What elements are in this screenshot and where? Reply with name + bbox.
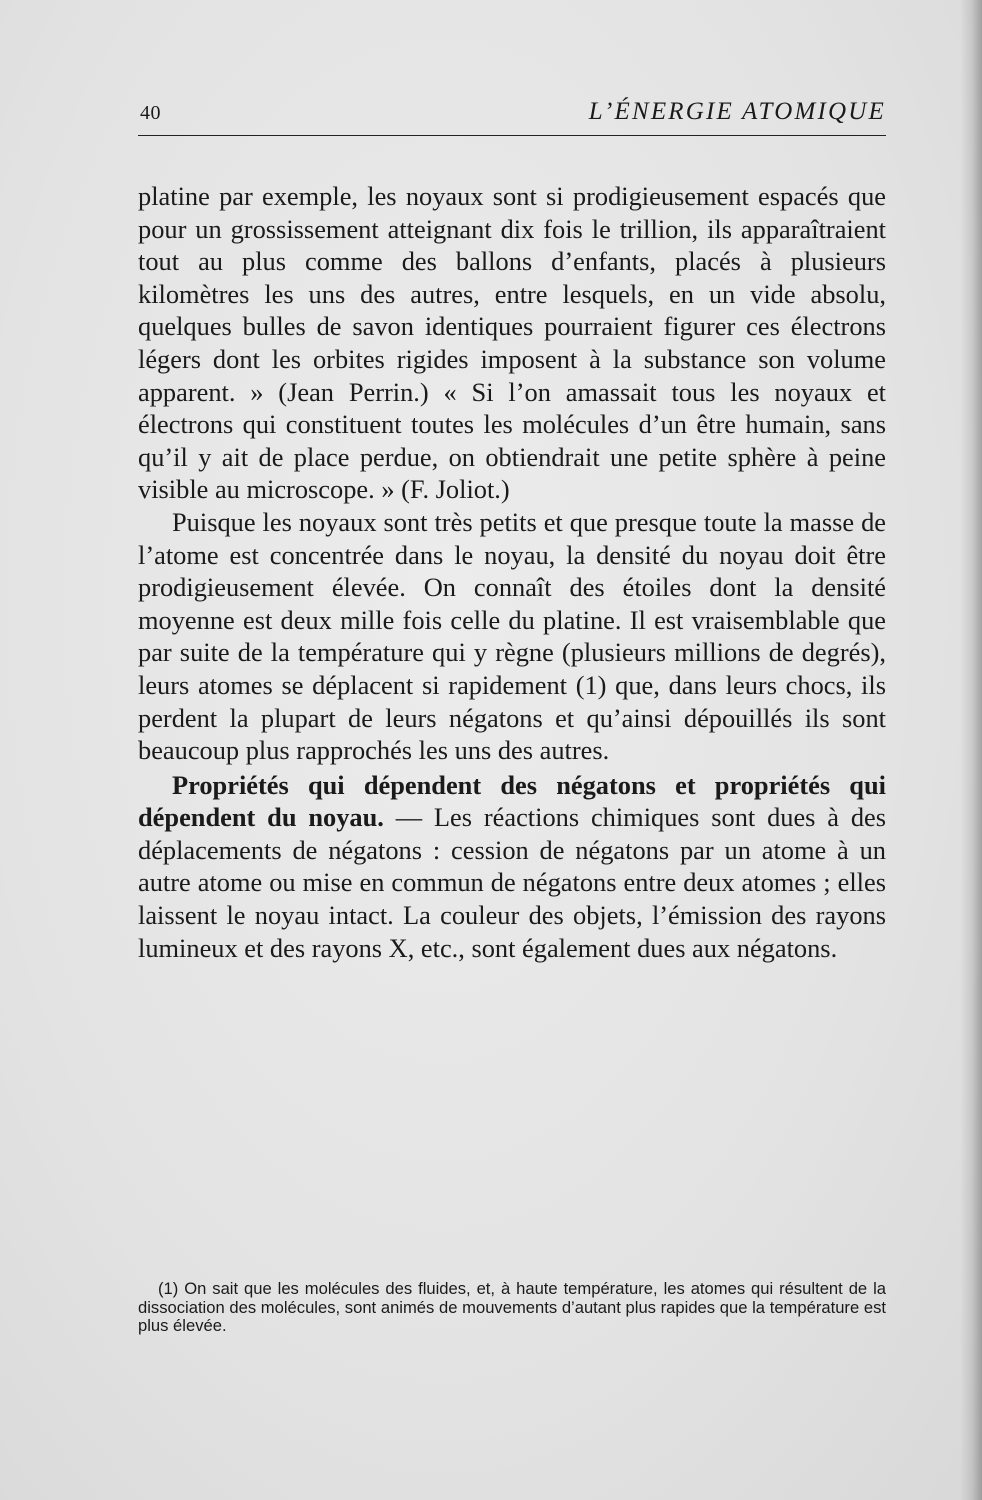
page-number: 40 — [140, 102, 161, 124]
section-text: — Les réactions chimiques sont dues à des déplacements de négatons : cession de négatons par un atome à un autre atome ou mise en commun de négatons entre deux atomes ; elles laissent le noyau intact. La couleur des objets, l’émission des rayons lumineux et des rayons X, etc., sont également dues aux négatons. — [138, 802, 887, 963]
header-rule — [138, 135, 886, 136]
paragraph-properties — [138, 769, 886, 965]
footnotes — [138, 1280, 886, 1336]
page-header — [138, 98, 886, 132]
body-text — [138, 180, 886, 964]
binding-shadow — [960, 0, 982, 1500]
paragraph-density: Puisque les noyaux sont très petits et que presque toute la masse de l’atome est concentrée dans le noyau, la densité du noyau doit être prodigieusement élevée. On connaît des étoiles dont la densité moyenne est deux mille fois celle du platine. Il est vraisemblable que par suite de la température qui y règne (plusieurs millions de degrés), leurs atomes se déplacent si rapidement (1) que, dans leurs chocs, ils perdent la plupart de leurs négatons et qu’ainsi dépouillés ils sont beaucoup plus rapprochés les uns des autres. — [138, 506, 886, 766]
paragraph-continuation: platine par exemple, les noyaux sont si prodigieusement espacés que pour un grossissement atteignant dix fois le trillion, ils apparaîtraient tout au plus comme des ballons d’enfants, placés à plusieurs kilomètres les uns des autres, entre lesquels, en un vide absolu, quelques bulles de savon identiques pourraient figurer ces électrons légers dont les orbites rigides imposent à la substance son volume apparent. » (Jean Perrin.) « Si l’on amassait tous les noyaux et électrons qui constituent toutes les molécules d’un être humain, sans qu’il y ait de place perdue, on obtiendrait une petite sphère à peine visible au microscope. » (F. Joliot.) — [138, 181, 886, 505]
section-heading: Propriétés qui dépendent des négatons et propriétés qui dépendent du noyau. — [138, 769, 886, 833]
footnote-1: (1) On sait que les molécules des fluides, et, à haute température, les atomes qui résultent de la dissociation des molécules, sont animés de mouvements d’autant plus rapides que la température est plus élevée. — [138, 1279, 886, 1336]
running-title: L’ÉNERGIE ATOMIQUE — [588, 98, 886, 125]
